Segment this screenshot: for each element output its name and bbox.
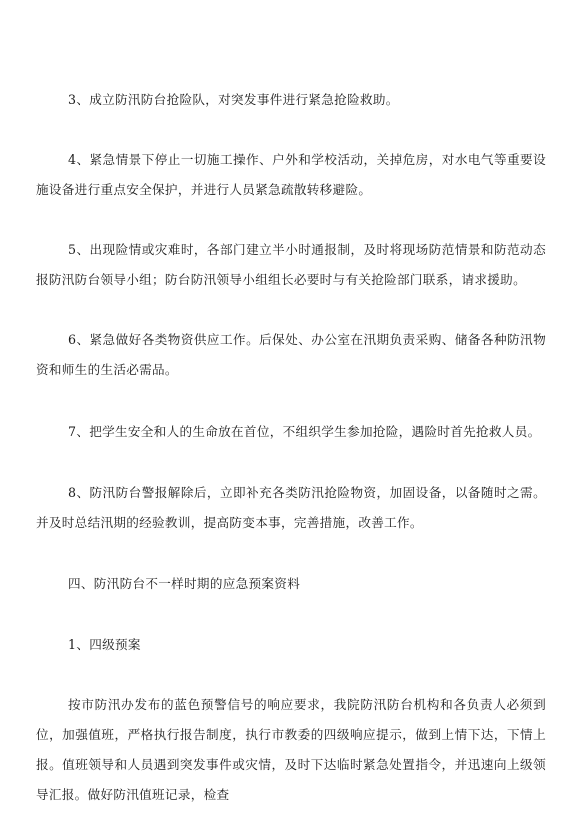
subsection-heading-1: 1、四级预案 (68, 637, 141, 652)
paragraph-item-4: 4、紧急情景下停止一切施工操作、户外和学校活动，关掉危房，对水电气等重要设施设备进行重点安全保护，并进行人员紧急疏散转移避险。 (36, 152, 546, 197)
section-heading-4: 四、防汛防台不一样时期的应急预案资料 (68, 576, 301, 591)
paragraph-level4-plan: 按市防汛办发布的蓝色预警信号的响应要求，我院防汛防台机构和各负责人必须到位，加强值班，严格执行报告制度，执行市教委的四级响应提示，做到上情下达，下情上报。值班领导和人员遇到突发事件或灾情，及时下达临时紧急处置指令，并迅速向上级领导汇报。做好防汛值班记录，检查 (36, 697, 546, 802)
paragraph-item-7: 7、把学生安全和人的生命放在首位，不组织学生参加抢险，遇险时首先抢救人员。 (68, 424, 541, 439)
paragraph-item-6: 6、紧急做好各类物资供应工作。后保处、办公室在汛期负责采购、储备各种防汛物资和师生的生活必需品。 (36, 332, 546, 377)
paragraph-item-5: 5、出现险情或灾难时，各部门建立半小时通报制，及时将现场防范情景和防范动态报防汛防台领导小组；防台防汛领导小组组长必要时与有关抢险部门联系，请求援助。 (36, 242, 546, 287)
paragraph-item-3: 3、成立防汛防台抢险队，对突发事件进行紧急抢险救助。 (68, 92, 399, 107)
paragraph-item-8: 8、防汛防台警报解除后，立即补充各类防汛抢险物资，加固设备，以备随时之需。并及时总结汛期的经验教训，提高防变本事，完善措施，改善工作。 (36, 485, 546, 530)
